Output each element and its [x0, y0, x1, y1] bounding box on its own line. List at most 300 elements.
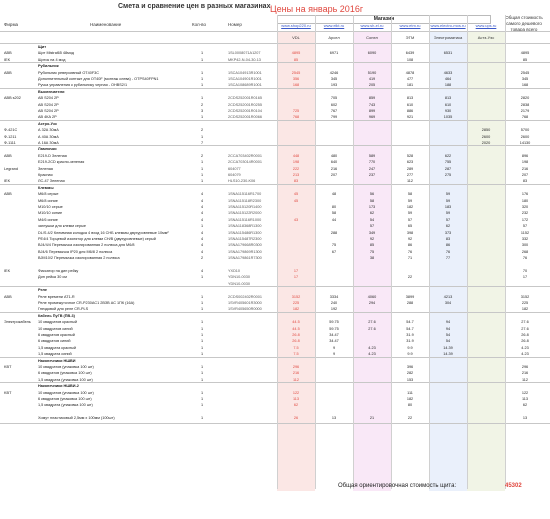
store-name: Астэ-Уэс	[477, 35, 495, 40]
qty-cell: 4	[200, 205, 204, 209]
qty-cell: 4	[200, 211, 204, 216]
qty-cell: 1	[200, 397, 204, 401]
name-cell: M10/10 серые	[38, 205, 63, 209]
firm-cell: ABB	[4, 70, 12, 75]
price-cell: 610	[444, 102, 452, 107]
firm-cell: IEK	[4, 57, 11, 62]
qty-cell: 1	[200, 160, 204, 165]
store-link[interactable]: www.elkt.ru	[323, 23, 345, 28]
price-cell: 198	[292, 160, 300, 165]
total-cell: 27.6	[521, 320, 529, 325]
price-cell: 4.23	[368, 345, 376, 350]
price-cell: 44	[331, 217, 337, 222]
price-cell: 216	[330, 166, 338, 171]
price-cell: 9	[332, 352, 336, 357]
code-cell: 1SNA179668R0300	[228, 243, 262, 248]
column-divider	[467, 15, 468, 489]
total-cell: 70	[522, 269, 528, 273]
price-cell: 770	[368, 160, 376, 165]
name-cell: АВ S204 2P	[38, 102, 59, 107]
code-cell: HLS10-230-K06	[228, 179, 256, 184]
price-cell: 288	[406, 301, 414, 305]
qty-cell: 1	[200, 179, 204, 184]
name-cell: Дин рейка 30 см	[38, 275, 67, 280]
price-cell: 59	[407, 198, 413, 203]
code-cell: YXD10	[228, 269, 241, 273]
column-divider	[505, 15, 506, 489]
price-cell: 294	[368, 301, 376, 305]
name-cell: BJM10/2 Перемычка изолированная 2 полюса	[38, 256, 120, 261]
price-cell: 14.39	[443, 352, 453, 357]
price-cell: 27.6	[368, 320, 376, 325]
price-cell: 122	[292, 390, 300, 395]
price-cell: 112	[292, 377, 300, 382]
name-cell: 6 квадратов синий	[38, 339, 71, 344]
price-cell: 62	[445, 224, 451, 229]
name-cell: BJ4/4/4 Перемычка изолированная 2 полюса для M6/8	[38, 243, 135, 248]
total-cell: 296	[521, 365, 529, 369]
total-cell: 85	[522, 57, 528, 62]
name-cell: АВ 4КА 2P	[38, 115, 57, 120]
total-cell: 2838	[520, 102, 530, 107]
price-cell: 6439	[405, 51, 415, 56]
total-cell: 5700	[520, 128, 530, 133]
title: Смета и сравнение цен в разных магазинах	[118, 3, 271, 10]
price-cell: 92	[369, 237, 375, 241]
qty-cell: 1	[200, 275, 204, 280]
firm-cell: IEK	[4, 179, 11, 184]
code-cell: 2CDS252001R0066	[228, 115, 262, 120]
column-divider	[277, 15, 278, 489]
name-cell: Щиток на 4 мод	[38, 57, 66, 62]
store-link[interactable]: www.electro-mos.ru	[430, 23, 466, 28]
price-cell: 181	[406, 83, 414, 88]
name-cell: Реле промежуточное CR-P230AC1 2ВЗВ AC 1ПК (16А)	[38, 301, 135, 305]
price-cell: 57	[445, 217, 451, 222]
qty-cell: 1	[200, 377, 204, 382]
price-cell: 969	[368, 115, 376, 120]
price-cell: 396	[406, 365, 414, 369]
total-cell: 4.23	[521, 352, 529, 357]
price-cell: 85	[369, 243, 375, 248]
store-link[interactable]: www.ups.ru	[475, 23, 497, 28]
price-cell: 222	[292, 166, 300, 171]
name-cell: Е219-D Зеленая	[38, 153, 67, 158]
price-cell: 464	[444, 77, 452, 81]
total-cell: 182	[521, 307, 529, 312]
total-cell: 168	[521, 83, 529, 88]
price-cell: 275	[444, 173, 452, 177]
price-cell: 886	[406, 109, 414, 113]
price-cell: 31.9	[406, 339, 414, 344]
code-cell: 1SCA108689R1001	[228, 83, 262, 88]
qty-cell: 3	[200, 109, 204, 113]
price-cell: 448	[292, 153, 300, 158]
price-cell: 193	[330, 83, 338, 88]
name-cell: 10 квадратов красный	[38, 320, 77, 325]
column-divider	[391, 15, 392, 489]
firm-cell: ABB	[4, 153, 12, 158]
price-cell: 62	[293, 403, 299, 408]
store-link[interactable]: www.shop220.ru	[281, 23, 311, 28]
code-cell: 1SNA115487R2300	[228, 237, 262, 241]
price-cell: 6090	[367, 51, 377, 56]
name-cell: 10 квадратов (упаковка 100 шт)	[38, 390, 94, 395]
code-cell: YDN10-0030	[228, 275, 250, 280]
price-cell: 4246	[329, 70, 339, 75]
name-cell: 1,5 квадрата синий	[38, 352, 72, 357]
price-cell: 813	[444, 96, 452, 101]
qty-cell: 1	[200, 224, 204, 229]
store-name: ЭТМ	[405, 35, 415, 40]
qty-cell: 1	[200, 77, 204, 81]
code-cell: YDN10-0030	[228, 281, 250, 286]
total-cell: 345	[521, 77, 529, 81]
name-cell: Хомут пластиковый 2,5мм х 100мм (100шт)	[38, 416, 115, 421]
price-cell: 80	[407, 403, 413, 408]
total-cell: 268	[521, 249, 529, 254]
code-cell: 2CCA703014R0001	[228, 160, 262, 165]
name-cell: DL/S.4/2 Клеммная колодка 4 вход 16 СНБ клеммы двухуровневые 10мм²	[38, 230, 169, 235]
qty-cell: 1	[200, 403, 204, 408]
price-cell: 528	[406, 153, 414, 158]
price-cell: 3334	[329, 294, 339, 299]
price-cell: 59	[445, 211, 451, 216]
col-code-header: Номер	[228, 22, 242, 27]
code-cell: 2CDS252001R0104	[228, 109, 262, 113]
qty-cell: 4	[200, 192, 204, 197]
price-cell: 7.5	[293, 345, 299, 350]
total-cell: 62	[522, 403, 528, 408]
price-cell: 65	[407, 224, 413, 229]
store-link[interactable]: www.sh-el.ru	[360, 23, 384, 28]
price-cell: 356	[292, 77, 300, 81]
price-cell: 183	[444, 205, 452, 209]
firm-cell: ABB s202	[4, 96, 21, 101]
price-cell: 59.75	[329, 326, 339, 331]
price-cell: 767	[330, 109, 338, 113]
total-cell: 112	[521, 377, 529, 382]
price-cell: 768	[292, 115, 300, 120]
qty-cell: 1	[200, 307, 204, 312]
price-cell: 86	[407, 243, 413, 248]
price-cell: 622	[444, 153, 452, 158]
total-cell: 4895	[520, 51, 530, 56]
price-cell: 799	[330, 115, 338, 120]
name-cell: А 32А 30мА	[38, 128, 59, 133]
col-firm-header: Фирма	[4, 22, 19, 27]
section-title: Наконечники НШВИ	[38, 358, 76, 363]
price-cell: 45	[293, 198, 299, 203]
qty-cell: 1	[200, 301, 204, 305]
qty-cell: 1	[200, 339, 204, 344]
store-name: Электроматика	[433, 35, 463, 40]
price-cell: 48	[331, 192, 337, 197]
price-cell: 75	[331, 243, 337, 248]
firm-cell: IEK	[4, 269, 11, 273]
price-cell: 75	[369, 249, 375, 254]
name-cell: M10/10 синие	[38, 211, 63, 216]
price-cell: 31.9	[406, 333, 414, 337]
qty-cell: 1	[200, 365, 204, 369]
code-cell: 2CDS252001R0165	[228, 96, 262, 101]
qty-cell: 2	[200, 256, 204, 261]
price-cell: 373	[444, 230, 452, 235]
code-cell: 1SL0008071A1207	[228, 51, 261, 56]
price-cell: 419	[368, 77, 376, 81]
price-cell: 4060	[367, 294, 377, 299]
price-cell: 59	[445, 192, 451, 197]
qty-cell: 1	[200, 371, 204, 376]
price-cell: 640	[330, 160, 338, 165]
price-cell: 589	[368, 153, 376, 158]
name-cell: 1,5 квадрата красный	[38, 345, 77, 350]
qty-cell: 4	[200, 230, 204, 235]
section-title: Астро-Уэс	[38, 121, 58, 126]
name-cell: Ручка управления к рубильнику черная - OHBS2/1	[38, 83, 128, 88]
qty-cell: 1	[200, 96, 204, 101]
name-cell: 6 квадратов (упаковка 100 шт)	[38, 371, 92, 376]
qty-cell: 1	[200, 115, 204, 120]
price-cell: 80	[331, 205, 337, 209]
price-cell: 22	[407, 416, 413, 421]
price-cell: 240	[330, 301, 338, 305]
code-cell: 1SVR405650R0000	[228, 307, 262, 312]
code-cell: 1SNA115116R1000	[228, 217, 262, 222]
qty-cell: 4	[200, 249, 204, 254]
name-cell: Фиксатор на дин рейку	[38, 269, 79, 273]
price-cell: 54	[369, 217, 375, 222]
qty-cell: 4	[200, 269, 204, 273]
qty-cell: 1	[200, 333, 204, 337]
firm-cell: Ф-1111	[4, 141, 16, 145]
total-cell: 2600	[520, 134, 530, 139]
code-cell: 1SNA179861R7300	[228, 256, 262, 261]
total-cell: 768	[521, 115, 529, 120]
qty-cell: 1	[200, 345, 204, 350]
price-cell: 71	[407, 256, 413, 261]
price-cell: 59.75	[329, 320, 339, 325]
firm-cell: Ф-421С	[4, 128, 18, 133]
price-cell: 6531	[443, 51, 453, 56]
price-cell: 4633	[443, 70, 453, 75]
total-cell: 198	[521, 160, 529, 165]
total-cell: 14130	[519, 141, 531, 145]
firm-cell: KBT	[4, 390, 12, 395]
name-cell: M6/8 синие	[38, 198, 58, 203]
name-cell: 1,5 квадрата (упаковка 100 шт)	[38, 403, 93, 408]
grand-total-label: Общая ориентировочная стоимость щита:	[338, 483, 457, 489]
section-title: Выключатели	[38, 89, 65, 94]
price-cell: 26.8	[292, 339, 300, 344]
price-cell: 34.47	[329, 339, 339, 344]
price-cell: 58	[369, 198, 375, 203]
section-title: Наконечники НШВИ-2	[38, 384, 79, 389]
code-cell: 2CDS002402R0001	[228, 294, 262, 299]
firm-cell: Legrand	[4, 166, 18, 171]
total-header: Общая стоимость самого дешевого товара всего	[505, 15, 543, 32]
qty-cell: 1	[200, 51, 204, 56]
name-cell: 6 квадратов (упаковка 100 шт)	[38, 397, 92, 401]
name-cell: А 16А 30мА	[38, 141, 59, 145]
code-cell: 1SNA179869R1300	[228, 249, 262, 254]
price-cell: 743	[368, 102, 376, 107]
code-cell: 1SCA104913R1001	[228, 70, 262, 75]
price-cell: 153	[406, 377, 414, 382]
price-cell: 1035	[443, 115, 453, 120]
code-cell: 604077	[228, 166, 241, 171]
price-cell: 22	[407, 275, 413, 280]
price-cell: 7.5	[293, 352, 299, 357]
name-cell: 6 квадратов красный	[38, 333, 75, 337]
price-cell: 17	[293, 269, 299, 273]
price-cell: 2850	[481, 128, 491, 133]
price-cell: 59	[445, 198, 451, 203]
qty-cell: 4	[200, 217, 204, 222]
price-cell: 67	[331, 249, 337, 254]
section-title: Щит	[38, 45, 47, 49]
price-cell: 282	[406, 371, 414, 376]
price-cell: 27.6	[368, 326, 376, 331]
price-cell: 113	[292, 397, 300, 401]
code-cell: 1SNA115486R1300	[228, 230, 262, 235]
qty-cell: 4	[200, 237, 204, 241]
name-cell: 10 квадратов (упаковка 100 шт)	[38, 365, 94, 369]
qty-cell: 1	[200, 70, 204, 75]
price-cell: 237	[368, 173, 376, 177]
price-cell: 182	[406, 397, 414, 401]
qty-cell: 2	[200, 128, 204, 133]
price-cell: 59	[407, 211, 413, 216]
price-cell: 705	[330, 96, 338, 101]
qty-cell: 1	[200, 390, 204, 395]
price-cell: 76	[407, 249, 413, 254]
code-cell: 1SNA115122R2000	[228, 211, 262, 216]
price-cell: 6971	[329, 51, 339, 56]
price-cell: 58	[407, 192, 413, 197]
price-cell: 213	[292, 173, 300, 177]
price-cell: 610	[406, 102, 414, 107]
qty-cell: 4	[200, 198, 204, 203]
price-cell: 111	[407, 390, 413, 395]
store-link[interactable]: www.etm.ru	[399, 23, 421, 28]
price-cell: 112	[406, 179, 414, 184]
name-cell: 10 квадратов синий	[38, 326, 73, 331]
qty-cell: 1	[200, 173, 204, 177]
price-cell: 930	[444, 109, 452, 113]
code-cell: MKP42-N-04-30-13	[228, 57, 261, 62]
col-name-header: Наименование	[90, 22, 122, 27]
price-cell: 623	[406, 160, 414, 165]
total-cell: 216	[521, 166, 529, 171]
code-cell: 1SNA115118R2300	[228, 198, 262, 203]
name-cell: 1,5 квадрата (упаковка 100 шт)	[38, 377, 93, 382]
price-cell: 477	[406, 77, 414, 81]
price-cell: 168	[292, 83, 300, 88]
qty-cell: 1	[200, 320, 204, 325]
name-cell: BJ4/6 Перемычка IP20 для M6/8 2 полюса	[38, 249, 113, 254]
price-cell: 45	[293, 192, 299, 197]
price-cell: 192	[330, 307, 338, 312]
total-cell: 3152	[520, 294, 530, 299]
code-cell: 604079	[228, 173, 241, 177]
price-cell: 43	[293, 217, 299, 222]
firm-cell: Ф-1211	[4, 134, 17, 139]
total-cell: 300	[521, 243, 529, 248]
price-cell: 26.8	[292, 333, 300, 337]
code-cell: 1SVR405601R3000	[228, 301, 262, 305]
column-divider	[429, 15, 430, 489]
name-cell: M6/8 серые	[38, 192, 59, 197]
name-cell: Дополнительный контакт для OT40F (монтаж слева) - OTPS40FPN1	[38, 77, 159, 81]
grand-total-value: 45302	[505, 483, 522, 489]
price-cell: 304	[444, 301, 452, 305]
price-cell: 56	[369, 192, 375, 197]
price-cell: 9.9	[407, 352, 413, 357]
price-cell: 17	[293, 275, 299, 280]
total-cell: 122	[521, 390, 529, 395]
qty-cell: 1	[200, 134, 204, 139]
price-cell: 94	[445, 320, 451, 325]
qty-cell: 1	[200, 416, 204, 421]
name-cell: PE4/4 Торцевой изолятор для клемм СН/В (двухуровневые) серый	[38, 237, 156, 241]
price-cell: 277	[406, 173, 414, 177]
total-cell: 332	[521, 237, 529, 241]
firm-cell: KBT	[4, 365, 12, 369]
qty-cell: 1	[200, 294, 204, 299]
price-cell: 86	[445, 243, 451, 248]
price-cell: 9	[332, 345, 336, 350]
firm-cell: Электрокабель	[4, 320, 31, 325]
name-cell: Зеленая	[38, 166, 53, 171]
qty-cell: 1	[200, 352, 204, 357]
price-cell: 108	[406, 57, 414, 62]
price-cell: 54.7	[406, 326, 414, 331]
stores-title: Магазин	[277, 15, 491, 24]
name-cell: Щит Mistral65 48мод	[38, 51, 75, 56]
price-cell: 205	[368, 83, 376, 88]
price-cell: 34.47	[329, 333, 339, 337]
price-cell: 58	[331, 211, 337, 216]
code-cell: 1SCA104901R1001	[228, 77, 262, 81]
total-cell: 76	[522, 256, 528, 261]
price-cell: 9.9	[407, 345, 413, 350]
firm-cell: ABB	[4, 294, 12, 299]
price-cell: 2545	[291, 70, 301, 75]
qty-cell: 1	[200, 326, 204, 331]
price-cell: 398	[406, 230, 414, 235]
price-cell: 4213	[443, 294, 453, 299]
price-cell: 247	[368, 166, 376, 171]
qty-cell: 4	[200, 243, 204, 248]
total-cell: 225	[521, 301, 529, 305]
name-cell: Реле времени AT1-R	[38, 294, 75, 299]
total-cell: 113	[521, 397, 529, 401]
qty-cell: 2	[200, 102, 204, 107]
total-cell: 176	[521, 192, 529, 197]
price-cell: 296	[292, 365, 300, 369]
price-cell: 225	[292, 301, 300, 305]
price-cell: 602	[330, 102, 338, 107]
price-cell: 480	[330, 153, 338, 158]
price-cell: 345	[330, 77, 338, 81]
price-cell: 44.5	[292, 320, 300, 325]
section-title: Клеммы	[38, 185, 54, 190]
qty-cell: 1	[200, 83, 204, 88]
total-cell: 4.23	[521, 345, 529, 350]
name-cell: M4/6 синие	[38, 217, 58, 222]
price-cell: 288	[330, 230, 338, 235]
